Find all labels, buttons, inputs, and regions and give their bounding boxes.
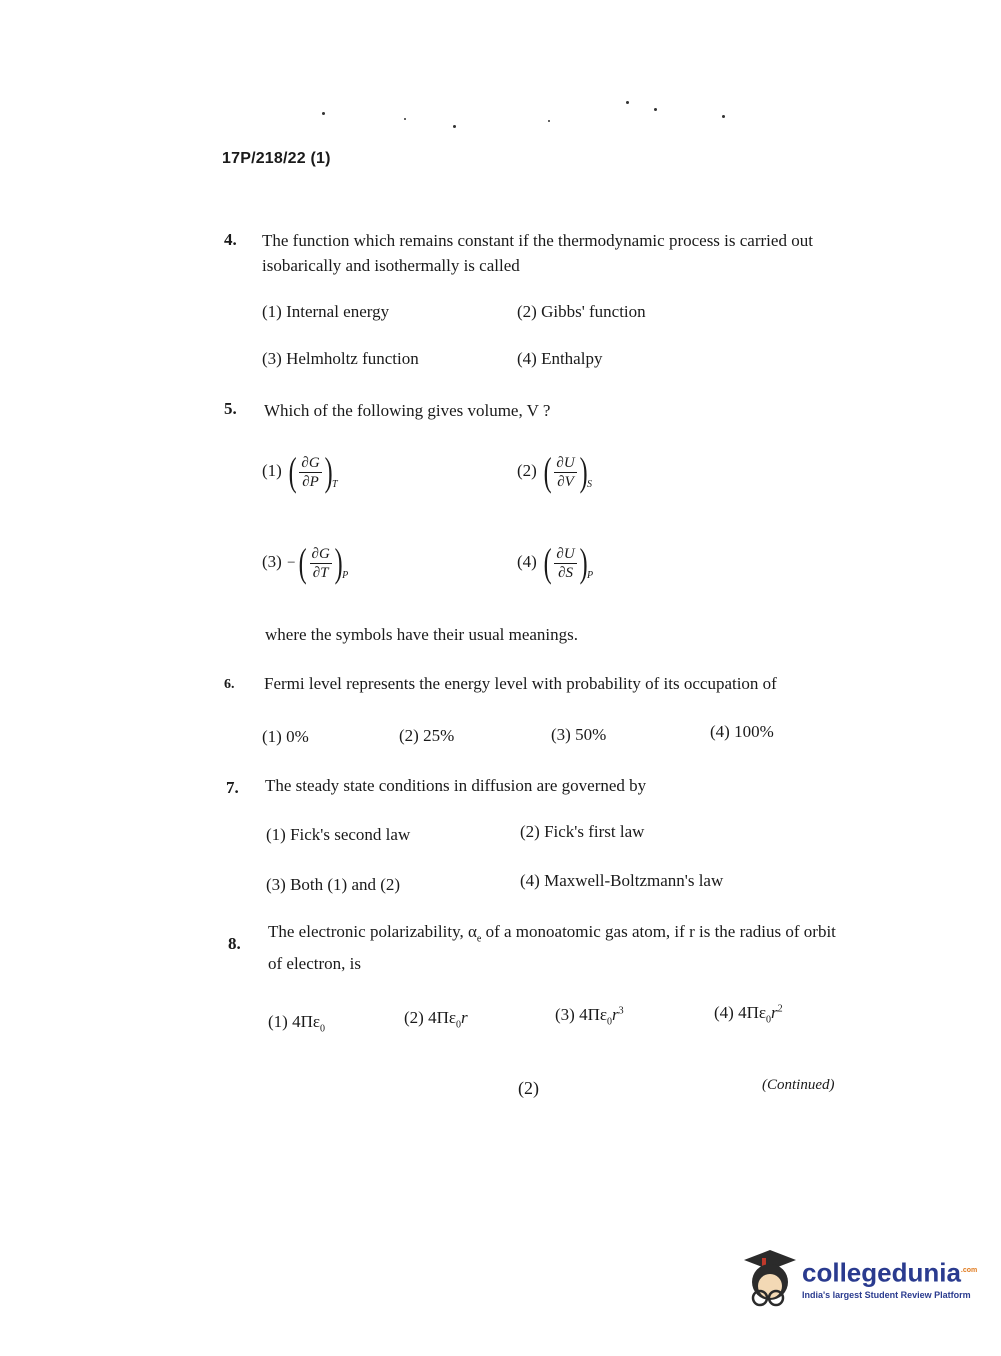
option-4: (4) Enthalpy (517, 349, 603, 368)
question-text: The steady state conditions in diffusion are governed by (265, 776, 647, 795)
option-3: (3) Helmholtz function (262, 349, 419, 368)
mascot-icon (740, 1248, 798, 1310)
page-number: (2) (518, 1078, 539, 1098)
question-text: The electronic polarizability, $\alpha_e$ of a monoatomic gas atom, if r is the radius of orbit of electron, is (268, 922, 836, 974)
option-1: (1) Internal energy (262, 302, 390, 321)
partial-derivative: ( $\frac{\partial U}{\partial S}$ ) P (543, 540, 594, 585)
option-2: (2) $4\Pi\varepsilon_0r$ (404, 1008, 468, 1031)
option-1: (1) 0% (262, 727, 309, 746)
option-2: (2) ( $\frac{\partial U}{\partial V}$ ) S (517, 449, 592, 494)
option-2: (2) Fick's first law (520, 822, 645, 841)
question-text: Which of the following gives volume, V ? (264, 401, 551, 420)
option-3: (3) Both (1) and (2) (266, 875, 401, 894)
question-number: 6. (224, 677, 235, 692)
option-2: (2) Gibbs' function (517, 302, 646, 321)
option-3: (3) 50% (551, 725, 607, 744)
question-number: 8. (228, 934, 241, 953)
partial-derivative: ( $\frac{\partial U}{\partial V}$ ) S (543, 449, 592, 494)
question-number: 7. (226, 778, 239, 797)
partial-derivative: − ( $\frac{\partial G}{\partial T}$ ) P (286, 540, 349, 585)
question-number: 4. (224, 230, 237, 249)
option-1: (1) $4\Pi\varepsilon_0$ (268, 1012, 325, 1035)
option-3: (3) − ( $\frac{\partial G}{\partial T}$ ) P (262, 540, 349, 585)
option-3: (3) $4\Pi\varepsilon_0r^3$ (555, 1005, 624, 1028)
option-4: (4) Maxwell-Boltzmann's law (520, 871, 724, 890)
option-2: (2) 25% (399, 726, 455, 745)
option-1: (1) Fick's second law (266, 825, 411, 844)
collegedunia-logo: collegedunia$^{.com}$ India's largest Student Review Platform (740, 1248, 977, 1310)
option-4: (4) 100% (710, 722, 774, 741)
option-1: (1) ( $\frac{\partial G}{\partial P}$ ) T (262, 449, 338, 494)
question-note: where the symbols have their usual meanings. (265, 625, 579, 644)
partial-derivative: ( $\frac{\partial G}{\partial P}$ ) T (288, 449, 338, 494)
question-number: 5. (224, 399, 237, 418)
paper-code: 17P/218/22 (1) (222, 150, 331, 167)
continued-label: (Continued) (762, 1077, 835, 1093)
logo-tagline: India's largest Student Review Platform (802, 1289, 971, 1300)
option-4: (4) $4\Pi\varepsilon_0r^2$ (714, 1003, 783, 1026)
question-text: The function which remains constant if the thermodynamic process is carried out isobarically and isothermally is called (262, 231, 813, 275)
question-text: Fermi level represents the energy level with probability of its occupation of (264, 674, 777, 693)
option-4: (4) ( $\frac{\partial U}{\partial S}$ ) P (517, 540, 594, 585)
